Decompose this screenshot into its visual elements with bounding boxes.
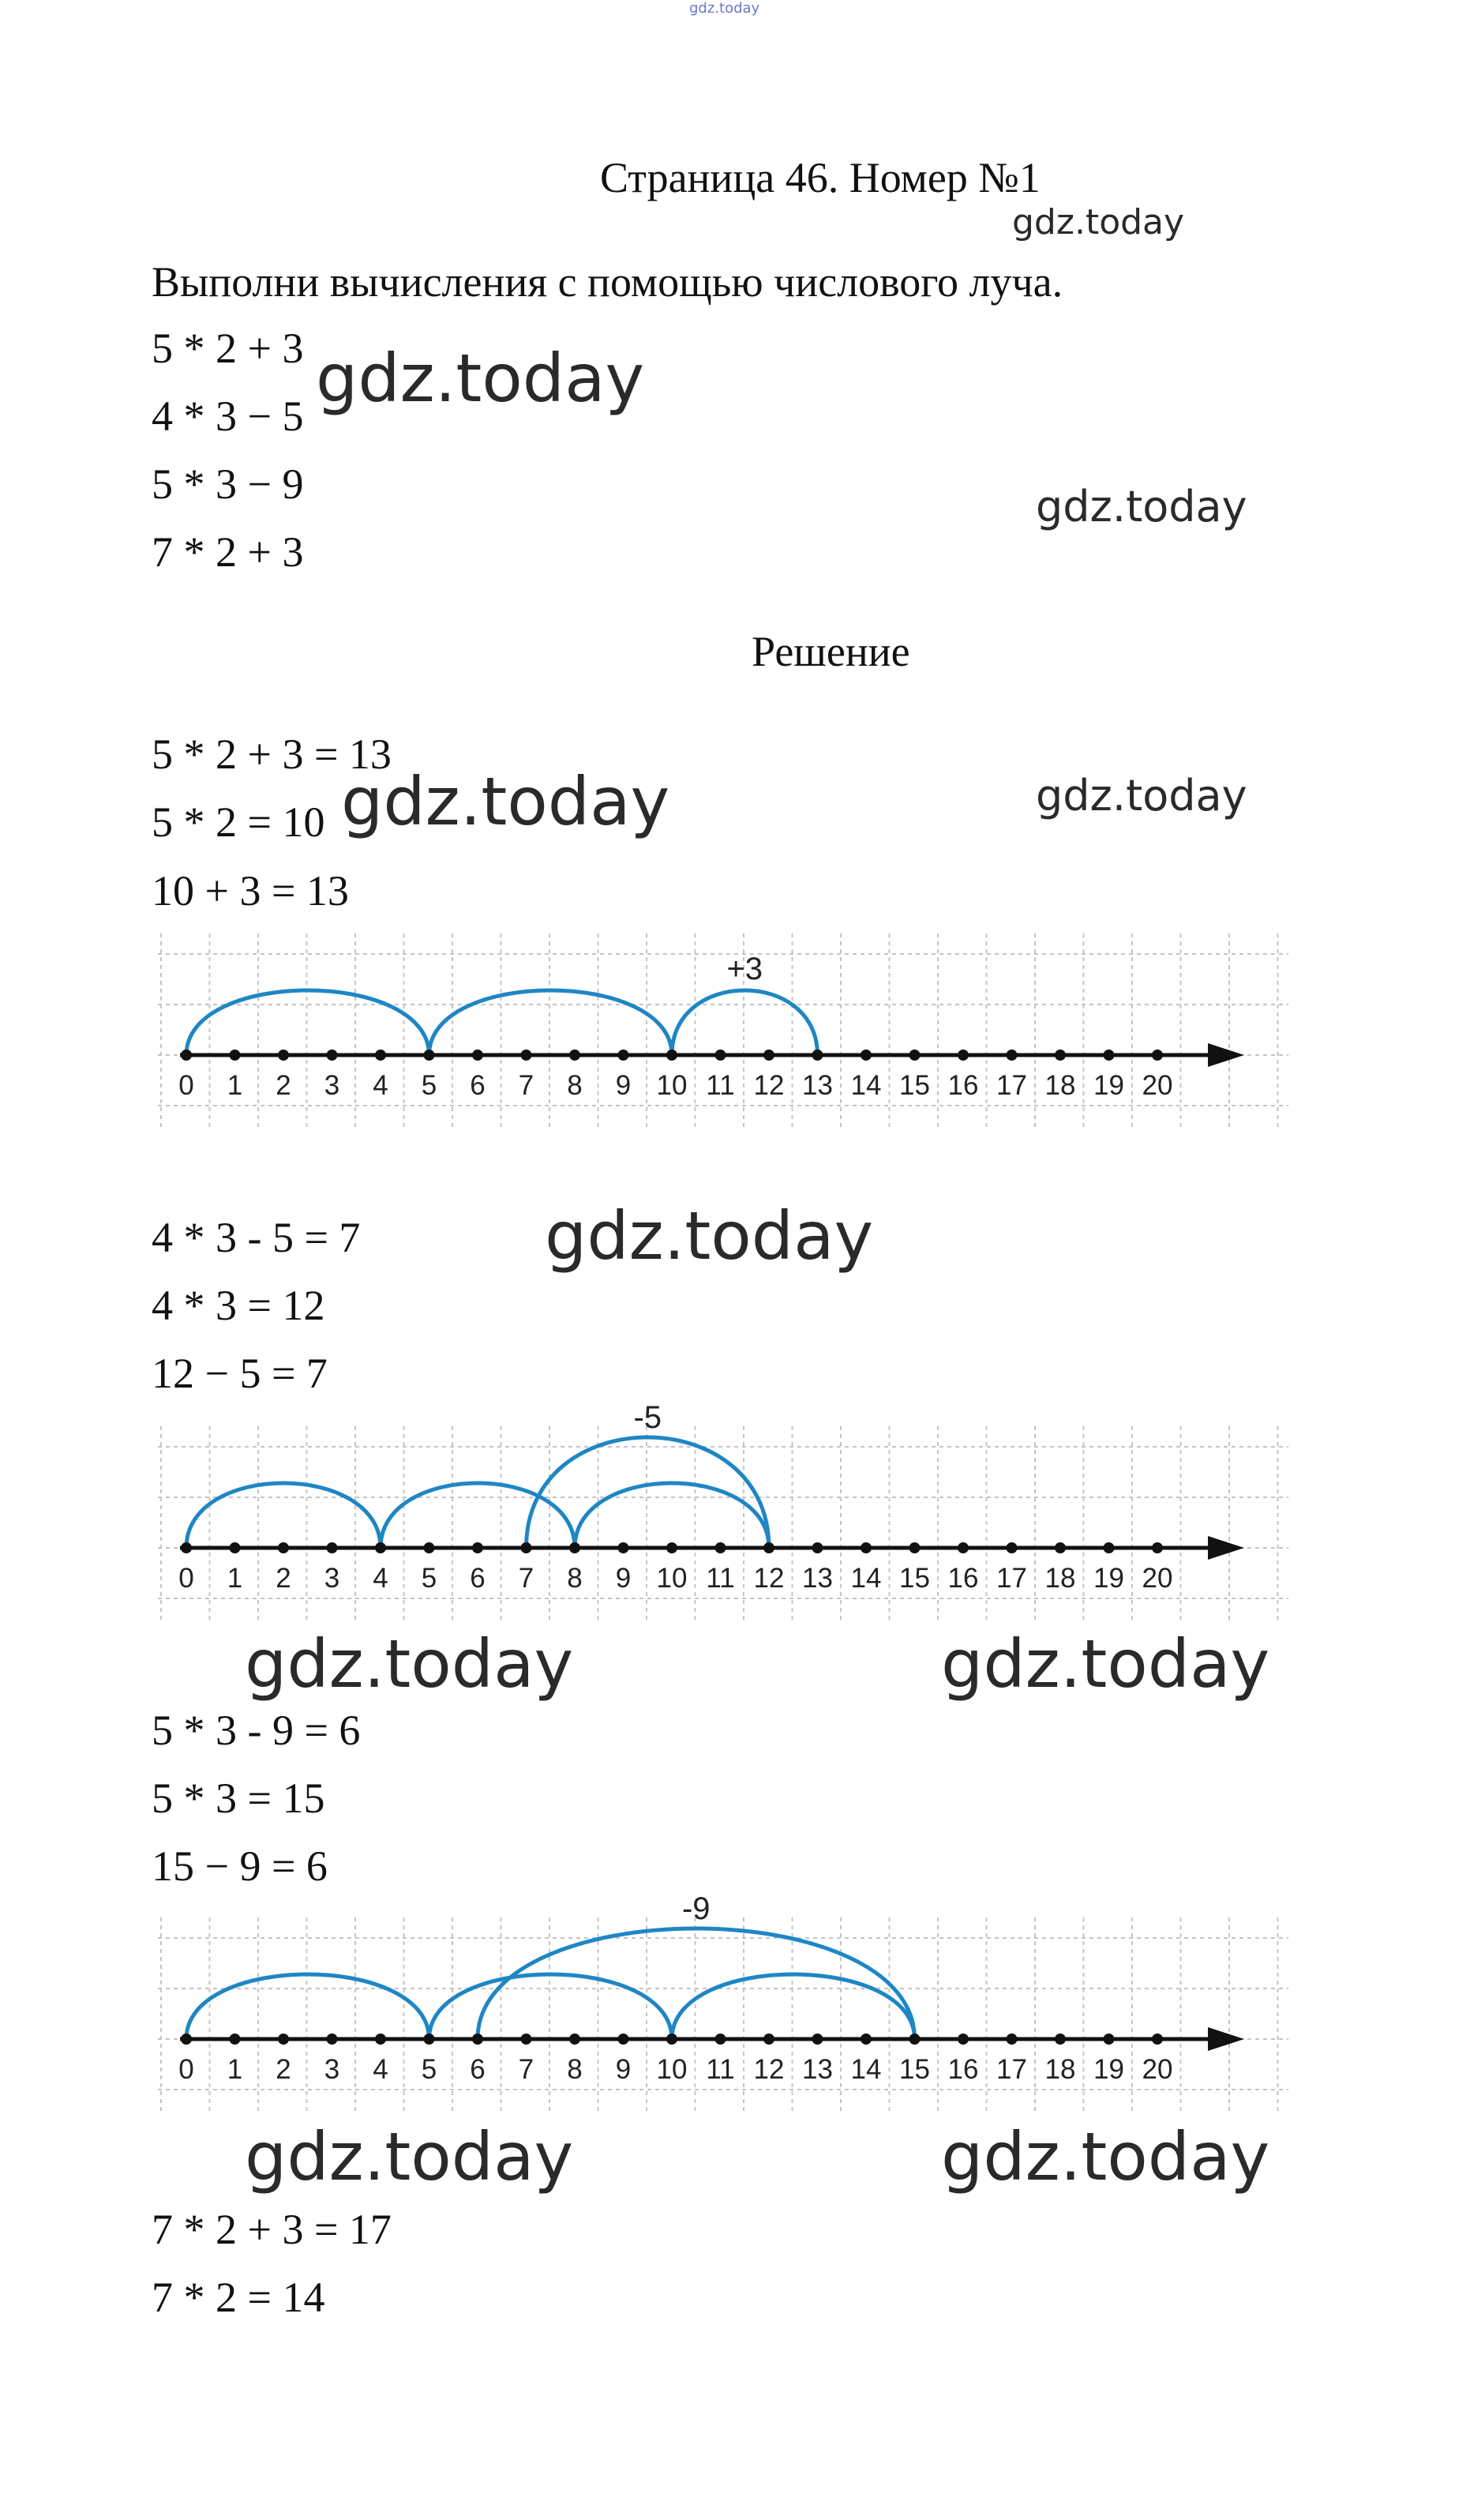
axis-arrow-icon: [1208, 2027, 1244, 2051]
tick-dot: [861, 2034, 872, 2045]
tick-label: 15: [899, 1070, 930, 1101]
tick-dot: [1007, 1050, 1018, 1061]
tick-label: 18: [1044, 2054, 1076, 2085]
solution-line: 7 * 2 + 3 = 17: [152, 2206, 392, 2253]
tick-dot: [1152, 1542, 1163, 1553]
jump-label: -9: [681, 1891, 711, 1926]
tick-dot: [521, 1542, 532, 1553]
tick-dot: [181, 1542, 192, 1553]
tick-label: 14: [850, 2054, 882, 2085]
tick-label: 13: [802, 1563, 833, 1594]
jump-label: +3: [726, 952, 763, 986]
solution-line: 12 − 5 = 7: [152, 1350, 328, 1397]
tick-label: 6: [470, 2054, 486, 2085]
tick-dot: [1055, 1542, 1066, 1553]
watermark: gdz.today: [545, 1197, 874, 1275]
number-line-3: [155, 1891, 1292, 2116]
tick-dot: [1055, 1050, 1066, 1061]
tick-label: 0: [178, 1070, 194, 1101]
solution-line: 5 * 3 - 9 = 6: [152, 1707, 361, 1754]
tick-label: 0: [178, 2054, 194, 2085]
tick-dot: [230, 1542, 241, 1553]
tick-label: 2: [276, 2054, 291, 2085]
tick-dot: [666, 1542, 677, 1553]
jump-arc: [381, 1483, 575, 1548]
watermark: gdz.today: [245, 1625, 574, 1703]
tick-dot: [375, 1050, 386, 1061]
tick-label: 6: [470, 1563, 486, 1594]
tick-label: 9: [615, 1563, 632, 1594]
tick-dot: [327, 2034, 338, 2045]
solution-line: 7 * 2 = 14: [152, 2274, 325, 2321]
tick-label: 11: [706, 1563, 735, 1594]
tick-dot: [763, 1050, 774, 1061]
tick-dot: [472, 1542, 483, 1553]
tick-dot: [375, 1542, 386, 1553]
tick-dot: [812, 1050, 823, 1061]
tick-dot: [1104, 1050, 1115, 1061]
tick-label: 1: [227, 1563, 243, 1594]
watermark: gdz.today: [1012, 202, 1185, 242]
tick-dot: [861, 1050, 872, 1061]
watermark: gdz.today: [1036, 771, 1247, 821]
tick-dot: [424, 1050, 435, 1061]
tick-label: 4: [373, 1563, 388, 1594]
tick-dot: [521, 1050, 532, 1061]
tick-label: 1: [227, 2054, 243, 2085]
tick-label: 2: [276, 1070, 291, 1101]
watermark: gdz.today: [941, 1625, 1270, 1703]
tick-label: 6: [470, 1070, 486, 1101]
tick-label: 20: [1142, 2054, 1173, 2085]
jump-arc: [186, 1483, 381, 1548]
tick-label: 5: [421, 1070, 437, 1101]
tick-label: 5: [421, 1563, 437, 1594]
tick-dot: [230, 2034, 241, 2045]
tick-dot: [909, 2034, 921, 2045]
tick-dot: [715, 1050, 726, 1061]
tick-dot: [618, 1050, 629, 1061]
tick-label: 10: [656, 2054, 688, 2085]
tick-label: 13: [802, 2054, 833, 2085]
tick-dot: [1055, 2034, 1066, 2045]
solution-line: 4 * 3 = 12: [152, 1282, 325, 1329]
jump-arc: [186, 1974, 429, 2039]
tick-label: 19: [1093, 1563, 1124, 1594]
watermark: gdz.today: [941, 2118, 1270, 2195]
tick-label: 20: [1142, 1070, 1173, 1101]
watermark: gdz.today: [245, 2118, 574, 2195]
solution-line: 5 * 2 = 10: [152, 798, 325, 846]
tick-label: 7: [518, 1563, 534, 1594]
tick-dot: [521, 2034, 532, 2045]
jump-arc: [672, 990, 818, 1055]
tick-dot: [958, 2034, 969, 2045]
jump-arc: [429, 990, 673, 1055]
tick-dot: [424, 1542, 435, 1553]
tick-dot: [958, 1542, 969, 1553]
tick-dot: [278, 2034, 289, 2045]
tick-label: 14: [850, 1563, 882, 1594]
jump-arc: [672, 1974, 915, 2039]
tick-label: 16: [947, 2054, 979, 2085]
solution-line: 15 − 9 = 6: [152, 1842, 328, 1890]
tick-dot: [375, 2034, 386, 2045]
tick-label: 18: [1044, 1563, 1076, 1594]
tick-label: 14: [850, 1070, 882, 1101]
jump-arc: [478, 1928, 915, 2039]
tick-dot: [472, 2034, 483, 2045]
tick-label: 18: [1044, 1070, 1076, 1101]
tick-label: 7: [518, 1070, 534, 1101]
jump-arc: [429, 1974, 673, 2039]
number-line-2: [155, 1400, 1292, 1625]
tick-label: 13: [802, 1070, 833, 1101]
tick-label: 17: [996, 1070, 1027, 1101]
tick-dot: [1104, 1542, 1115, 1553]
jump-arc: [186, 990, 429, 1055]
tick-label: 12: [753, 2054, 785, 2085]
tick-label: 0: [178, 1563, 194, 1594]
tick-dot: [715, 2034, 726, 2045]
tick-label: 8: [567, 1563, 583, 1594]
task-expression: 5 * 3 − 9: [152, 460, 304, 508]
solution-line: 5 * 2 + 3 = 13: [152, 730, 392, 778]
tick-dot: [763, 2034, 774, 2045]
solution-heading: Решение: [752, 628, 910, 675]
watermark: gdz.today: [341, 763, 670, 840]
tick-label: 9: [615, 2054, 632, 2085]
tick-dot: [230, 1050, 241, 1061]
tick-dot: [569, 1542, 580, 1553]
tick-label: 10: [656, 1070, 688, 1101]
task-expression: 4 * 3 − 5: [152, 392, 304, 440]
tick-dot: [569, 1050, 580, 1061]
tick-dot: [278, 1050, 289, 1061]
tick-dot: [666, 1050, 677, 1061]
tick-label: 5: [421, 2054, 437, 2085]
axis-arrow-icon: [1208, 1043, 1244, 1067]
tick-label: 20: [1142, 1563, 1173, 1594]
tick-label: 16: [947, 1070, 979, 1101]
tick-label: 8: [567, 1070, 583, 1101]
tick-label: 19: [1093, 1070, 1124, 1101]
tick-label: 7: [518, 2054, 534, 2085]
number-line-1: [155, 930, 1292, 1132]
tick-dot: [327, 1542, 338, 1553]
watermark: gdz.today: [316, 340, 645, 417]
tick-dot: [1152, 1050, 1163, 1061]
tick-dot: [909, 1542, 921, 1553]
tick-dot: [909, 1050, 921, 1061]
tick-label: 2: [276, 1563, 291, 1594]
tick-dot: [812, 2034, 823, 2045]
tick-dot: [715, 1542, 726, 1553]
tick-dot: [569, 2034, 580, 2045]
tick-label: 17: [996, 2054, 1027, 2085]
solution-line: 4 * 3 - 5 = 7: [152, 1214, 361, 1261]
tick-dot: [327, 1050, 338, 1061]
tick-label: 11: [706, 2054, 735, 2085]
tick-label: 19: [1093, 2054, 1124, 2085]
tick-label: 11: [706, 1070, 735, 1101]
tick-label: 15: [899, 2054, 930, 2085]
jump-label: -5: [633, 1400, 662, 1435]
tick-dot: [472, 1050, 483, 1061]
tick-label: 8: [567, 2054, 583, 2085]
task-expression: 7 * 2 + 3: [152, 528, 304, 576]
watermark: gdz.today: [1036, 482, 1247, 531]
page-title: Страница 46. Номер №1: [600, 154, 1041, 201]
tick-dot: [763, 1542, 774, 1553]
jump-arc: [575, 1483, 769, 1548]
tick-dot: [666, 2034, 677, 2045]
jump-arc: [527, 1437, 770, 1548]
tick-dot: [181, 2034, 192, 2045]
tick-dot: [958, 1050, 969, 1061]
tick-dot: [861, 1542, 872, 1553]
tick-label: 10: [656, 1563, 688, 1594]
tick-label: 4: [373, 2054, 388, 2085]
header-watermark: gdz.today: [689, 0, 760, 17]
tick-label: 12: [753, 1070, 785, 1101]
tick-dot: [278, 1542, 289, 1553]
solution-line: 10 + 3 = 13: [152, 867, 349, 914]
task-expression: 5 * 2 + 3: [152, 325, 304, 372]
tick-dot: [1007, 1542, 1018, 1553]
tick-dot: [618, 2034, 629, 2045]
solution-line: 5 * 3 = 15: [152, 1775, 325, 1822]
tick-label: 4: [373, 1070, 388, 1101]
tick-dot: [812, 1542, 823, 1553]
tick-label: 1: [227, 1070, 243, 1101]
tick-dot: [1007, 2034, 1018, 2045]
tick-label: 15: [899, 1563, 930, 1594]
tick-dot: [1104, 2034, 1115, 2045]
tick-label: 3: [324, 1563, 340, 1594]
tick-dot: [181, 1050, 192, 1061]
tick-dot: [424, 2034, 435, 2045]
axis-arrow-icon: [1208, 1536, 1244, 1560]
tick-dot: [618, 1542, 629, 1553]
tick-dot: [1152, 2034, 1163, 2045]
tick-label: 9: [615, 1070, 632, 1101]
tick-label: 3: [324, 1070, 340, 1101]
tick-label: 3: [324, 2054, 340, 2085]
tick-label: 17: [996, 1563, 1027, 1594]
task-instruction: Выполни вычисления с помощью числового луча.: [152, 258, 1063, 306]
tick-label: 16: [947, 1563, 979, 1594]
tick-label: 12: [753, 1563, 785, 1594]
